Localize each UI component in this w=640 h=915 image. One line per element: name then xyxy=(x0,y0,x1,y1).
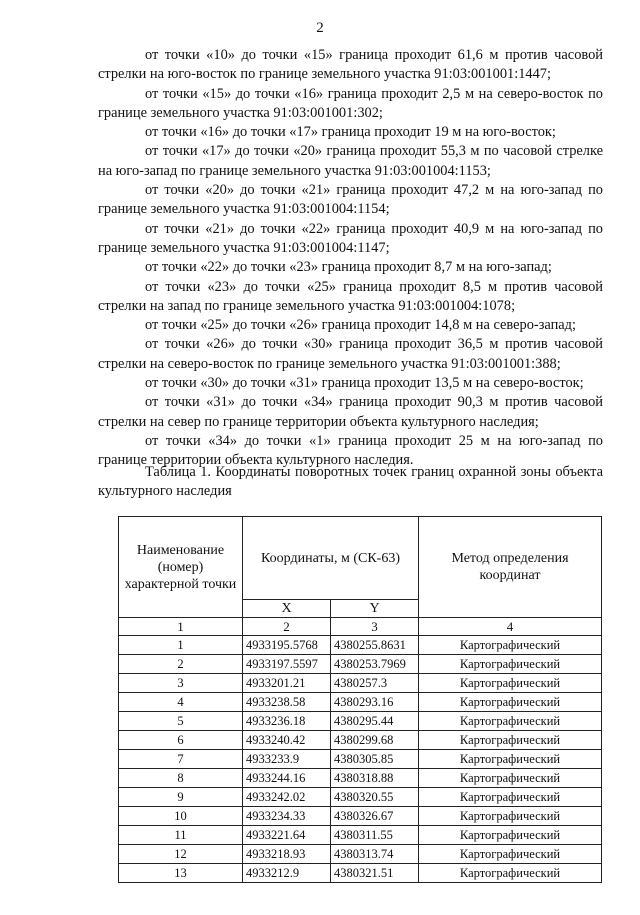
paragraph: от точки «25» до точки «26» граница проходит 14,8 м на северо-запад; xyxy=(145,317,577,334)
table-row xyxy=(119,769,602,788)
table-row xyxy=(119,712,602,731)
table-row xyxy=(119,788,602,807)
coord-x: 4933201.21 xyxy=(243,674,331,693)
paragraph: от точки «22» до точки «23» граница проходит 8,7 м на юго-запад; xyxy=(145,259,552,276)
method-cell: Картографический xyxy=(419,750,602,769)
method-cell: Картографический xyxy=(419,788,602,807)
method-cell: Картографический xyxy=(419,731,602,750)
paragraph: от точки «17» до точки «20» граница проходит 55,3 м по часовой стрелке на юго-запад по границе земельного участка 91:03:001004:1153; xyxy=(98,143,603,179)
point-number: 8 xyxy=(119,769,243,788)
paragraph: от точки «26» до точки «30» граница проходит 36,5 м против часовой стрелки на северо-восток по границе земельного участка 91:03:001001:388; xyxy=(98,336,603,372)
coord-x: 4933236.18 xyxy=(243,712,331,731)
boundary-description xyxy=(98,46,603,471)
table-row xyxy=(119,636,602,655)
point-number: 11 xyxy=(119,826,243,845)
table-row xyxy=(119,826,602,845)
coord-x: 4933233.9 xyxy=(243,750,331,769)
coord-x: 4933238.58 xyxy=(243,693,331,712)
paragraph: от точки «23» до точки «25» граница проходит 8,5 м против часовой стрелки на запад по границе земельного участка 91:03:001004:1078; xyxy=(98,278,603,314)
coord-x: 4933242.02 xyxy=(243,788,331,807)
point-number: 12 xyxy=(119,845,243,864)
coord-x: 4933240.42 xyxy=(243,731,331,750)
coord-y: 4380253.7969 xyxy=(331,655,419,674)
header-y: Y xyxy=(331,600,419,618)
coord-x: 4933212.9 xyxy=(243,864,331,883)
column-index: 3 xyxy=(331,618,419,636)
coord-y: 4380255.8631 xyxy=(331,636,419,655)
paragraph: от точки «34» до точки «1» граница проходит 25 м на юго-запад по границе территории объекта культурного наследия. xyxy=(98,432,603,469)
table-row xyxy=(119,693,602,712)
point-number: 2 xyxy=(119,655,243,674)
table-row xyxy=(119,674,602,693)
method-cell: Картографический xyxy=(419,845,602,864)
method-cell: Картографический xyxy=(419,712,602,731)
method-cell: Картографический xyxy=(419,693,602,712)
header-point-name: Наименование (номер) характерной точки xyxy=(119,517,243,618)
paragraph: от точки «20» до точки «21» граница проходит 47,2 м на юго-запад по границе земельного участка 91:03:001004:1154; xyxy=(98,182,603,218)
method-cell: Картографический xyxy=(419,674,602,693)
point-number: 10 xyxy=(119,807,243,826)
point-number: 5 xyxy=(119,712,243,731)
column-index: 1 xyxy=(119,618,243,636)
coord-y: 4380293.16 xyxy=(331,693,419,712)
table-caption: Таблица 1. Координаты поворотных точек границ охранной зоны объекта культурного наследия xyxy=(98,464,603,500)
table-row xyxy=(119,750,602,769)
method-cell: Картографический xyxy=(419,655,602,674)
coord-y: 4380295.44 xyxy=(331,712,419,731)
coord-y: 4380321.51 xyxy=(331,864,419,883)
table-row xyxy=(119,731,602,750)
method-cell: Картографический xyxy=(419,807,602,826)
coord-x: 4933197.5597 xyxy=(243,655,331,674)
coord-x: 4933218.93 xyxy=(243,845,331,864)
coord-y: 4380257.3 xyxy=(331,674,419,693)
paragraph: от точки «31» до точки «34» граница проходит 90,3 м против часовой стрелки на север по границе территории объекта культурного наследия; xyxy=(98,394,603,430)
coord-x: 4933244.16 xyxy=(243,769,331,788)
paragraph: от точки «10» до точки «15» граница проходит 61,6 м против часовой стрелки на юго-восток по границе земельного участка 91:03:001001:1447; xyxy=(98,47,603,83)
point-number: 7 xyxy=(119,750,243,769)
coordinates-table xyxy=(118,516,602,883)
header-coordinates: Координаты, м (СК-63) xyxy=(243,517,419,600)
coord-y: 4380318.88 xyxy=(331,769,419,788)
column-index: 4 xyxy=(419,618,602,636)
coord-y: 4380311.55 xyxy=(331,826,419,845)
point-number: 9 xyxy=(119,788,243,807)
coord-x: 4933234.33 xyxy=(243,807,331,826)
point-number: 13 xyxy=(119,864,243,883)
coord-y: 4380313.74 xyxy=(331,845,419,864)
method-cell: Картографический xyxy=(419,826,602,845)
table-row xyxy=(119,864,602,883)
coord-x: 4933195.5768 xyxy=(243,636,331,655)
header-method: Метод определения координат xyxy=(419,517,602,618)
point-number: 1 xyxy=(119,636,243,655)
table-row xyxy=(119,655,602,674)
paragraph: от точки «30» до точки «31» граница проходит 13,5 м на северо-восток; xyxy=(145,375,584,392)
coord-y: 4380320.55 xyxy=(331,788,419,807)
coord-y: 4380326.67 xyxy=(331,807,419,826)
page-number: 2 xyxy=(316,20,324,36)
table-row xyxy=(119,807,602,826)
paragraph: от точки «16» до точки «17» граница проходит 19 м на юго-восток; xyxy=(145,124,556,141)
table-row xyxy=(119,845,602,864)
method-cell: Картографический xyxy=(419,636,602,655)
coord-y: 4380299.68 xyxy=(331,731,419,750)
paragraph: от точки «15» до точки «16» граница проходит 2,5 м на северо-восток по границе земельного участка 91:03:001001:302; xyxy=(98,85,603,121)
method-cell: Картографический xyxy=(419,769,602,788)
point-number: 4 xyxy=(119,693,243,712)
column-index: 2 xyxy=(243,618,331,636)
header-x: X xyxy=(243,600,331,618)
paragraph: от точки «21» до точки «22» граница проходит 40,9 м на юго-запад по границе земельного участка 91:03:001004:1147; xyxy=(98,220,603,256)
coord-x: 4933221.64 xyxy=(243,826,331,845)
method-cell: Картографический xyxy=(419,864,602,883)
point-number: 3 xyxy=(119,674,243,693)
point-number: 6 xyxy=(119,731,243,750)
coord-y: 4380305.85 xyxy=(331,750,419,769)
column-index-row xyxy=(119,618,602,636)
